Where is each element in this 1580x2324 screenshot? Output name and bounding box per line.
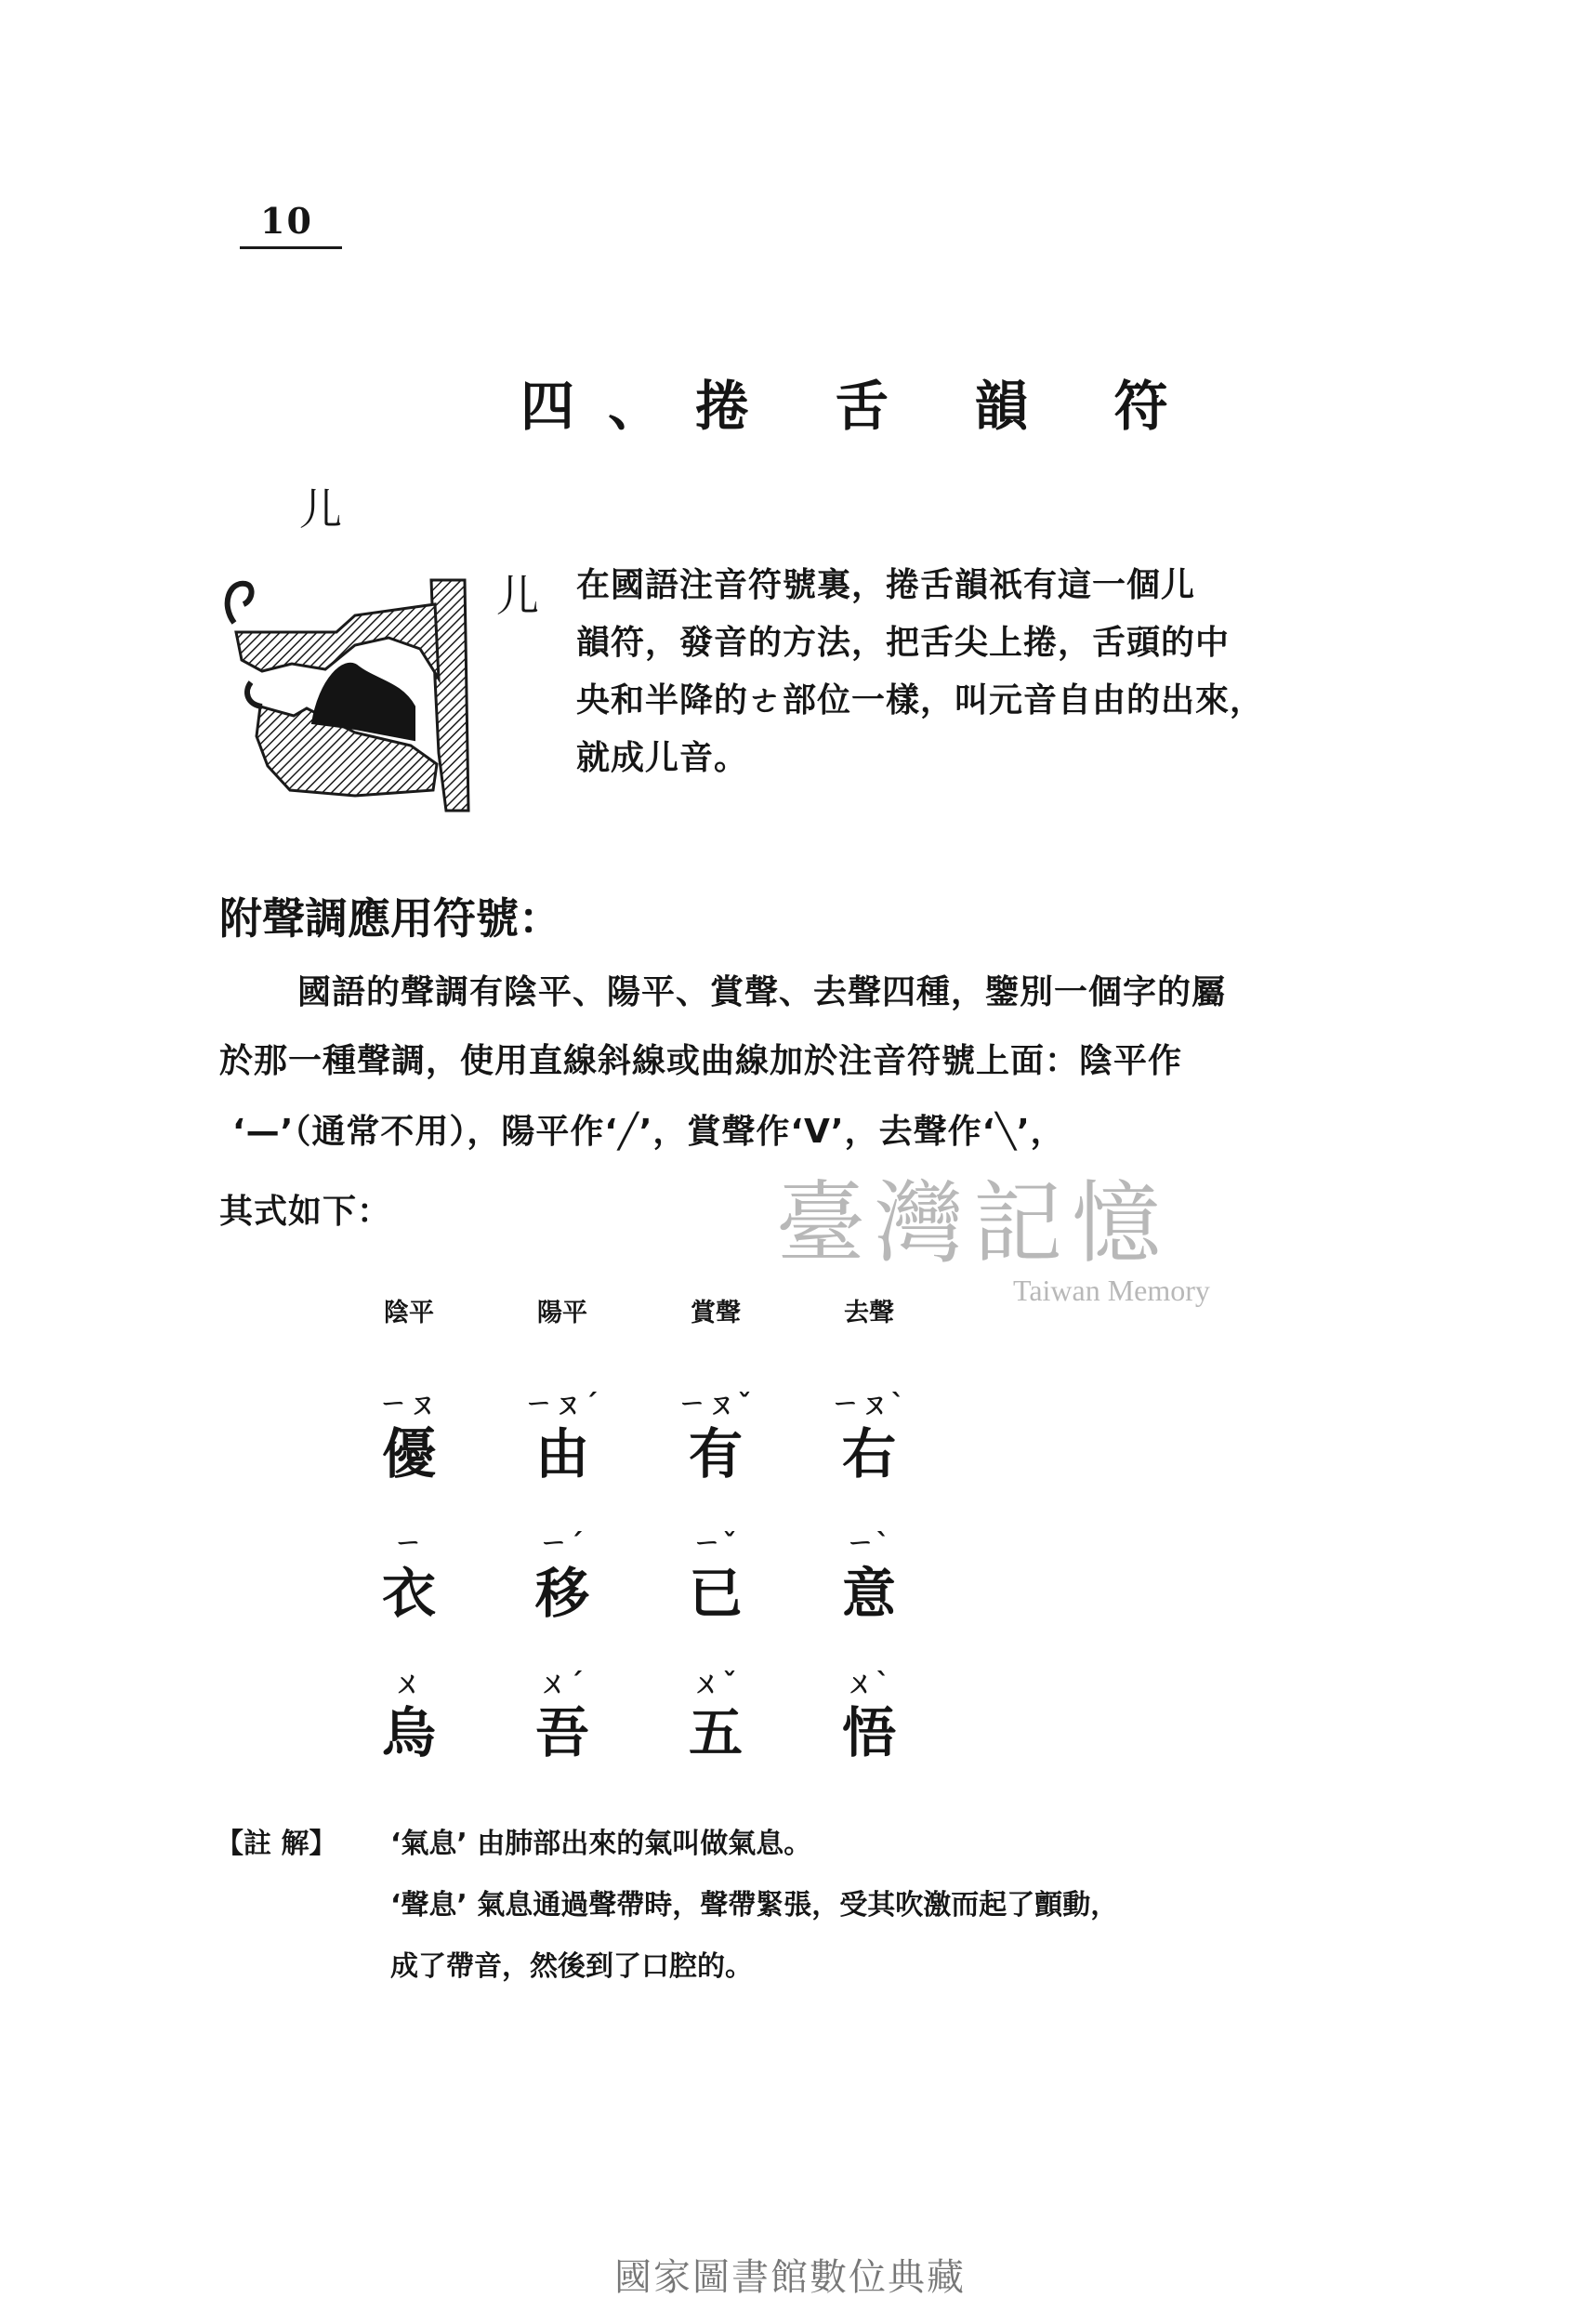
section-heading: 附聲調應用符號： — [219, 893, 561, 944]
tone-char: 衣 — [381, 1562, 436, 1625]
body-line: 國語的聲調有陰平、陽平、賞聲、去聲四種，鑒別一個字的屬 — [297, 973, 1227, 1011]
articulation-diagram — [216, 567, 494, 818]
watermark — [776, 1153, 1259, 1307]
tone-cell — [660, 1525, 771, 1625]
tone-mark: ㄧㄡˋ — [831, 1389, 907, 1421]
note-line: ‘氣息’ 由肺部出來的氣叫做氣息。 — [390, 1828, 812, 1860]
tone-header: 陽平 — [537, 1299, 587, 1327]
intro-line: 央和半降的ㄜ部位一樣，叫元音自由的出來， — [576, 681, 1265, 720]
tone-cell — [507, 1525, 618, 1625]
tone-mark: ㄧˇ — [692, 1528, 739, 1561]
tone-cell — [660, 1385, 771, 1486]
body-line: 其式如下： — [219, 1193, 392, 1231]
tone-char: 吾 — [534, 1701, 589, 1764]
tone-mark: ㄧ — [394, 1528, 424, 1561]
watermark-chinese: 臺灣記憶 — [776, 1171, 1170, 1275]
note-line: ‘聲息’ 氣息通過聲帶時，聲帶緊張，受其吹激而起了顫動， — [390, 1889, 1119, 1921]
tone-mark: ㄧㄡ — [379, 1389, 439, 1421]
tone-char: 優 — [381, 1422, 436, 1486]
tone-mark: ㄨˋ — [846, 1668, 892, 1700]
tone-mark: ㄧˊ — [539, 1528, 586, 1561]
body-line: 於那一種聲調，使用直線斜線或曲線加於注音符號上面：陰平作 — [219, 1042, 1183, 1080]
intro-line: 就成儿音。 — [576, 739, 749, 777]
tone-cell — [353, 1664, 465, 1764]
tone-char: 移 — [534, 1562, 589, 1625]
symbol-heading: 儿 — [299, 484, 342, 535]
tone-mark: ㄨ — [394, 1668, 424, 1700]
tone-mark: ㄧㄡˇ — [678, 1389, 754, 1421]
footer-credit: 國家圖書館數位典藏 — [614, 2256, 966, 2299]
chapter-title: 四、捲 舌 韻 符 — [520, 375, 1202, 438]
page-number: 10 — [260, 200, 313, 242]
watermark-english: Taiwan Memory — [1013, 1274, 1210, 1307]
tone-cell — [353, 1525, 465, 1625]
tone-header: 賞聲 — [691, 1299, 741, 1327]
tone-header: 去聲 — [844, 1299, 894, 1327]
note-line: 成了帶音，然後到了口腔的。 — [390, 1950, 753, 1983]
tone-char: 悟 — [841, 1701, 896, 1764]
tone-header: 陰平 — [384, 1299, 434, 1327]
intro-line: 在國語注音符號裏，捲舌韻祇有這一個儿 — [576, 566, 1196, 604]
body-line: ‘—’（通常不用），陽平作‘╱’，賞聲作‘V’，去聲作‘╲’， — [232, 1113, 1065, 1151]
tone-cell — [813, 1385, 925, 1486]
tone-cell — [813, 1525, 925, 1625]
tone-mark: ㄧˋ — [846, 1528, 892, 1561]
page-number-rule — [240, 246, 342, 249]
tone-mark: ㄨˇ — [692, 1668, 739, 1700]
notes-label: 【註 解】 — [216, 1828, 337, 1860]
tone-char: 右 — [841, 1422, 896, 1486]
tone-char: 有 — [688, 1422, 743, 1486]
tone-cell — [353, 1385, 465, 1486]
tone-mark: ㄨˊ — [539, 1668, 586, 1700]
tone-cell — [507, 1664, 618, 1764]
intro-symbol: 儿 — [496, 571, 539, 621]
tone-char: 由 — [534, 1422, 589, 1486]
tone-char: 意 — [841, 1562, 896, 1625]
tone-cell — [660, 1664, 771, 1764]
tone-char: 已 — [688, 1562, 743, 1625]
tone-cell — [507, 1385, 618, 1486]
tone-char: 烏 — [381, 1701, 436, 1764]
intro-line: 韻符，發音的方法，把舌尖上捲，舌頭的中 — [576, 624, 1231, 662]
tone-cell — [813, 1664, 925, 1764]
tone-mark: ㄧㄡˊ — [524, 1389, 600, 1421]
tone-char: 五 — [688, 1701, 743, 1764]
